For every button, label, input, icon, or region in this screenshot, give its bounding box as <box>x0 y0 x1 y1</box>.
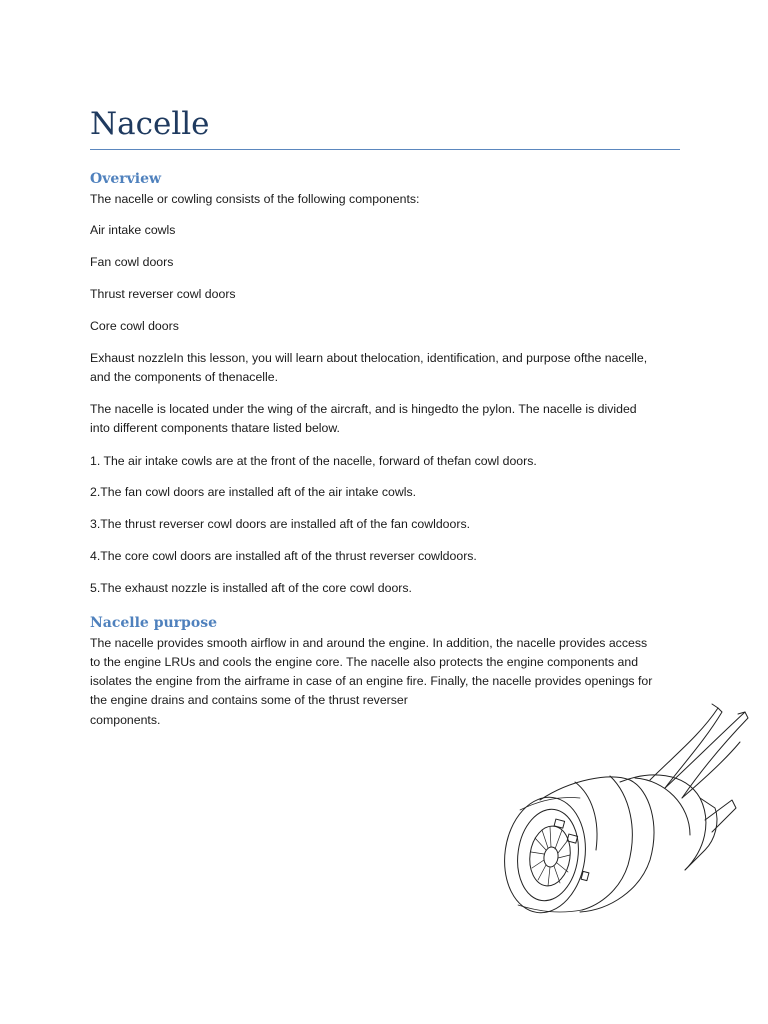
location-paragraph-line: into different components thatare listed below. <box>90 421 340 435</box>
numbered-item: 5.The exhaust nozzle is installed aft of the core cowl doors. <box>90 581 412 595</box>
purpose-line: isolates the engine from the airframe in case of an engine fire. Finally, the nacelle provides openings for <box>90 674 653 688</box>
lesson-paragraph-line: and the components of thenacelle. <box>90 370 279 384</box>
numbered-item: 4.The core cowl doors are installed aft of the thrust reverser cowldoors. <box>90 549 477 563</box>
lesson-paragraph-line: Exhaust nozzleIn this lesson, you will learn about thelocation, identification, and purpose ofthe nacelle, <box>90 351 648 365</box>
purpose-line: to the engine LRUs and cools the engine core. The nacelle also protects the engine components and <box>90 655 639 669</box>
component-item: Thrust reverser cowl doors <box>90 287 236 301</box>
overview-intro: The nacelle or cowling consists of the following components: <box>90 192 420 206</box>
page-title: Nacelle <box>90 106 210 142</box>
engine-nacelle-illustration-icon <box>500 700 760 925</box>
location-paragraph-line: The nacelle is located under the wing of the aircraft, and is hingedto the pylon. The nacelle is divided <box>90 402 637 416</box>
numbered-item: 1. The air intake cowls are at the front of the nacelle, forward of thefan cowl doors. <box>90 454 537 468</box>
numbered-item: 3.The thrust reverser cowl doors are installed aft of the fan cowldoors. <box>90 517 471 531</box>
purpose-line: the engine drains and contains some of the thrust reverser <box>90 693 408 707</box>
purpose-line: components. <box>90 713 161 727</box>
purpose-line: The nacelle provides smooth airflow in and around the engine. In addition, the nacelle provides access <box>90 636 648 650</box>
numbered-item: 2.The fan cowl doors are installed aft of the air intake cowls. <box>90 485 417 499</box>
component-item: Core cowl doors <box>90 319 179 333</box>
component-item: Fan cowl doors <box>90 255 174 269</box>
nacelle-purpose-heading: Nacelle purpose <box>90 615 217 631</box>
overview-heading: Overview <box>90 171 162 187</box>
component-item: Air intake cowls <box>90 223 176 237</box>
title-underline <box>90 149 680 150</box>
